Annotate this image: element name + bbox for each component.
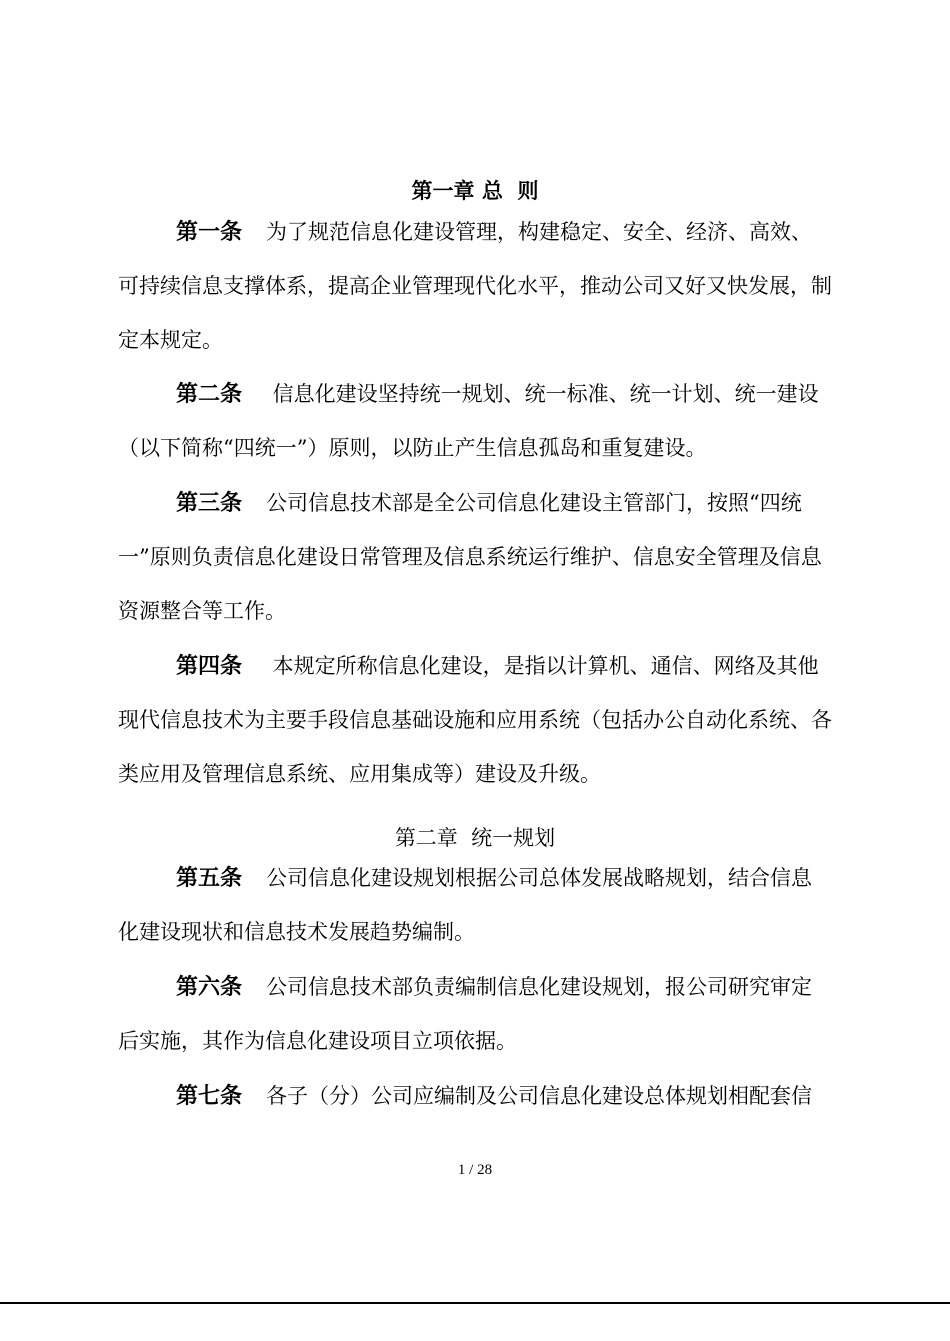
- article-5-line-2: 化建设现状和信息技术发展趋势编制。: [118, 920, 475, 944]
- article-4-title: 第四条: [176, 653, 243, 679]
- article-4-line-3: 类应用及管理信息系统、应用集成等）建设及升级。: [118, 762, 601, 786]
- article-5-line-1: [176, 864, 812, 892]
- article-2-text: 信息化建设坚持统一规划、统一标准、统一计划、统一建设: [266, 382, 819, 406]
- article-6-title: 第六条: [176, 974, 243, 1000]
- article-4-line-2: 现代信息技术为主要手段信息基础设施和应用系统（包括办公自动化系统、各: [118, 708, 832, 732]
- article-4-line-1: [176, 652, 819, 680]
- article-4-text: 本规定所称信息化建设，是指以计算机、通信、网络及其他: [266, 654, 819, 678]
- article-2-line-2: （以下简称“四统一”）原则，以防止产生信息孤岛和重复建设。: [118, 436, 707, 460]
- article-6-line-2: 后实施，其作为信息化建设项目立项依据。: [118, 1029, 517, 1053]
- article-5-title: 第五条: [176, 865, 243, 891]
- article-3-line-1: [176, 489, 802, 517]
- article-5-text: 公司信息化建设规划根据公司总体发展战略规划，结合信息: [266, 866, 812, 890]
- article-1-line-2: 可持续信息支撑体系，提高企业管理现代化水平，推动公司又好又快发展，制: [118, 274, 832, 298]
- article-1-line-3: 定本规定。: [118, 328, 223, 352]
- article-1-title: 第一条: [176, 219, 243, 245]
- article-6-text: 公司信息技术部负责编制信息化建设规划，报公司研究审定: [266, 975, 812, 999]
- article-7-text: 各子（分）公司应编制及公司信息化建设总体规划相配套信: [266, 1084, 812, 1108]
- article-1-text: 为了规范信息化建设管理，构建稳定、安全、经济、高效、: [266, 220, 812, 244]
- chapter-1-heading: 第一章 总 则: [411, 178, 539, 203]
- page-divider: [0, 1302, 950, 1304]
- article-1-line-1: [176, 218, 812, 246]
- chapter-2-heading: 第二章 统一规划: [394, 826, 556, 850]
- page-number: 1 / 28: [457, 1162, 493, 1178]
- article-7-line-1: [176, 1082, 812, 1110]
- article-6-line-1: [176, 973, 812, 1001]
- article-3-text: 公司信息技术部是全公司信息化建设主管部门，按照“四统: [266, 491, 802, 515]
- article-2-title: 第二条: [176, 381, 243, 407]
- article-7-title: 第七条: [176, 1083, 243, 1109]
- article-3-line-2: 一”原则负责信息化建设日常管理及信息系统运行维护、信息安全管理及信息: [118, 545, 822, 569]
- article-3-title: 第三条: [176, 490, 243, 516]
- article-3-line-3: 资源整合等工作。: [118, 599, 286, 623]
- article-2-line-1: [176, 380, 819, 408]
